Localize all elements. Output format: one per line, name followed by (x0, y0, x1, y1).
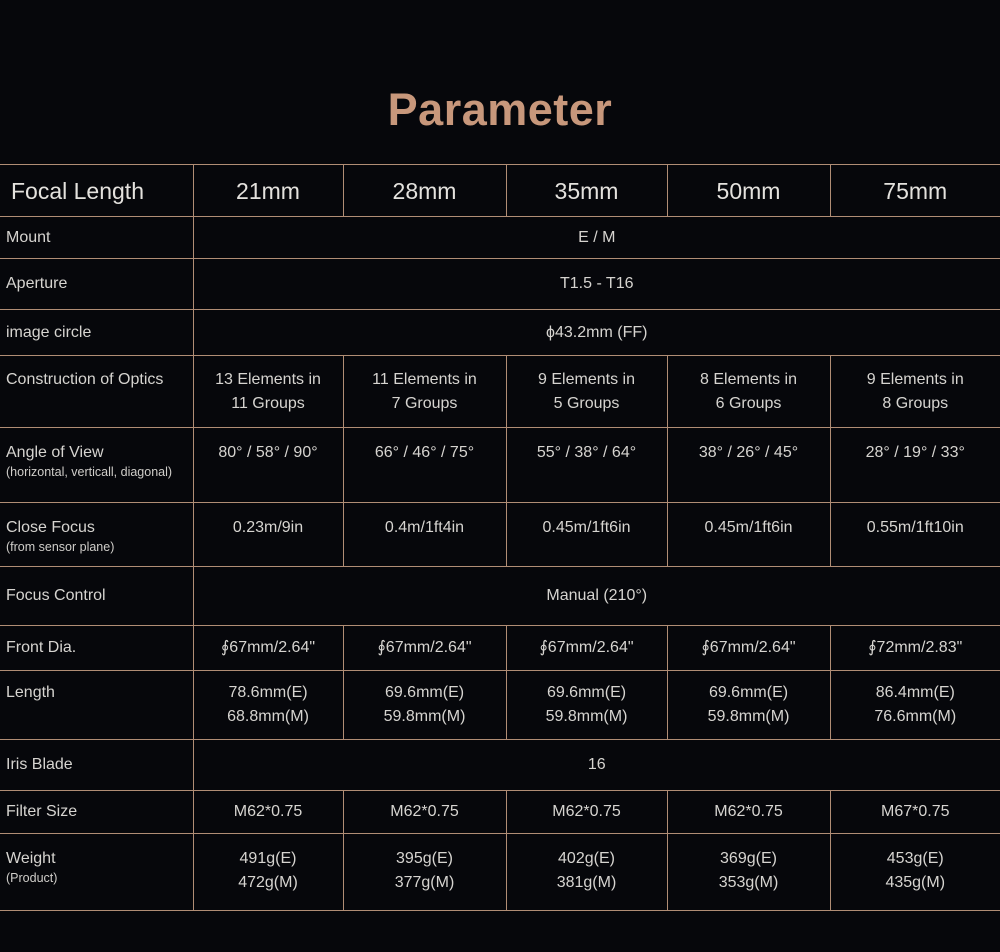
row-label (0, 503, 193, 567)
mount-value: E / M (193, 217, 1000, 259)
weight-e: 491g(E) (239, 850, 297, 867)
construction-cell (193, 356, 343, 428)
image-circle-value: ϕ43.2mm (FF) (193, 310, 1000, 356)
iris-blade-value: 16 (193, 740, 1000, 791)
length-e: 69.6mm(E) (384, 684, 465, 701)
weight-e: 402g(E) (558, 850, 615, 867)
weight-m: 353g(M) (718, 874, 779, 891)
weight-m: 381g(M) (556, 874, 617, 891)
row-label: Iris Blade (0, 740, 193, 791)
row-front-dia (0, 626, 1000, 671)
row-label (0, 356, 193, 428)
row-label: Mount (0, 217, 193, 259)
weight-cell (830, 834, 1000, 911)
weight-m: 472g(M) (238, 874, 298, 891)
length-cell (667, 671, 830, 740)
length-e: 69.6mm(E) (708, 684, 789, 701)
angle-of-view-value: 38° / 26° / 45° (667, 428, 830, 503)
row-close-focus (0, 503, 1000, 567)
length-cell (193, 671, 343, 740)
row-label: Front Dia. (0, 626, 193, 671)
row-image-circle (0, 310, 1000, 356)
weight-cell (667, 834, 830, 911)
row-label: image circle (0, 310, 193, 356)
aperture-value: T1.5 - T16 (193, 259, 1000, 310)
close-focus-label: Close Focus (6, 519, 95, 536)
weight-m: 377g(M) (394, 874, 455, 891)
row-focus-control (0, 567, 1000, 626)
front-dia-value: ∮67mm/2.64" (343, 626, 506, 671)
row-label (0, 834, 193, 911)
filter-size-value: M62*0.75 (343, 791, 506, 834)
length-m: 76.6mm(M) (874, 708, 957, 725)
row-iris-blade (0, 740, 1000, 791)
length-label: Length (6, 684, 55, 701)
focus-control-value: Manual (210°) (193, 567, 1000, 626)
length-e: 78.6mm(E) (228, 684, 308, 701)
construction-cell (506, 356, 667, 428)
elements-text: 8 Elements in (700, 370, 797, 388)
header-row (0, 165, 1000, 217)
angle-of-view-label: Angle of View (6, 444, 104, 461)
row-label (0, 671, 193, 740)
row-label: Aperture (0, 259, 193, 310)
weight-sublabel: (Product) (6, 871, 58, 885)
row-aperture (0, 259, 1000, 310)
close-focus-value: 0.45m/1ft6in (506, 503, 667, 567)
angle-of-view-value: 80° / 58° / 90° (193, 428, 343, 503)
front-dia-value: ∮67mm/2.64" (667, 626, 830, 671)
weight-label: Weight (6, 850, 56, 867)
close-focus-value: 0.55m/1ft10in (830, 503, 1000, 567)
weight-e: 453g(E) (886, 850, 944, 867)
length-cell (830, 671, 1000, 740)
elements-text: 13 Elements in (215, 370, 321, 388)
elements-text: 11 Elements in (372, 370, 477, 388)
angle-of-view-value: 66° / 46° / 75° (343, 428, 506, 503)
groups-text: 5 Groups (553, 394, 620, 412)
parameter-table (0, 164, 1000, 911)
header-label: Focal Length (0, 165, 193, 217)
close-focus-value: 0.45m/1ft6in (667, 503, 830, 567)
elements-text: 9 Elements in (866, 370, 964, 388)
weight-cell (193, 834, 343, 911)
length-e: 69.6mm(E) (546, 684, 627, 701)
front-dia-value: ∮72mm/2.83" (830, 626, 1000, 671)
weight-e: 369g(E) (720, 850, 777, 867)
construction-cell (830, 356, 1000, 428)
groups-text: 8 Groups (882, 394, 949, 412)
construction-label: Construction of Optics (6, 370, 164, 388)
page-title: Parameter (387, 84, 613, 135)
header-col-75mm: 75mm (830, 165, 1000, 217)
construction-cell (343, 356, 506, 428)
header-col-21mm: 21mm (193, 165, 343, 217)
length-m: 59.8mm(M) (383, 708, 466, 725)
row-length (0, 671, 1000, 740)
length-m: 68.8mm(M) (227, 708, 309, 725)
row-angle-of-view (0, 428, 1000, 503)
row-filter-size (0, 791, 1000, 834)
header-col-35mm: 35mm (506, 165, 667, 217)
row-label: Filter Size (0, 791, 193, 834)
length-e: 86.4mm(E) (875, 684, 955, 701)
elements-text: 9 Elements in (538, 370, 635, 388)
weight-cell (506, 834, 667, 911)
length-cell (506, 671, 667, 740)
length-m: 59.8mm(M) (707, 708, 790, 725)
filter-size-value: M62*0.75 (667, 791, 830, 834)
weight-cell (343, 834, 506, 911)
row-construction (0, 356, 1000, 428)
filter-size-value: M62*0.75 (506, 791, 667, 834)
construction-cell (667, 356, 830, 428)
filter-size-value: M67*0.75 (830, 791, 1000, 834)
front-dia-value: ∮67mm/2.64" (193, 626, 343, 671)
row-mount (0, 217, 1000, 259)
weight-m: 435g(M) (885, 874, 946, 891)
close-focus-value: 0.4m/1ft4in (343, 503, 506, 567)
groups-text: 11 Groups (231, 394, 305, 412)
close-focus-value: 0.23m/9in (193, 503, 343, 567)
row-label: Focus Control (0, 567, 193, 626)
angle-of-view-sublabel: (horizontal, verticall, diagonal) (6, 465, 173, 479)
angle-of-view-value: 55° / 38° / 64° (506, 428, 667, 503)
groups-text: 7 Groups (391, 394, 458, 412)
length-cell (343, 671, 506, 740)
length-m: 59.8mm(M) (545, 708, 628, 725)
filter-size-value: M62*0.75 (193, 791, 343, 834)
angle-of-view-value: 28° / 19° / 33° (830, 428, 1000, 503)
groups-text: 6 Groups (715, 394, 782, 412)
row-weight (0, 834, 1000, 911)
close-focus-sublabel: (from sensor plane) (6, 540, 115, 554)
front-dia-value: ∮67mm/2.64" (506, 626, 667, 671)
weight-e: 395g(E) (396, 850, 453, 867)
row-label (0, 428, 193, 503)
header-col-50mm: 50mm (667, 165, 830, 217)
header-col-28mm: 28mm (343, 165, 506, 217)
